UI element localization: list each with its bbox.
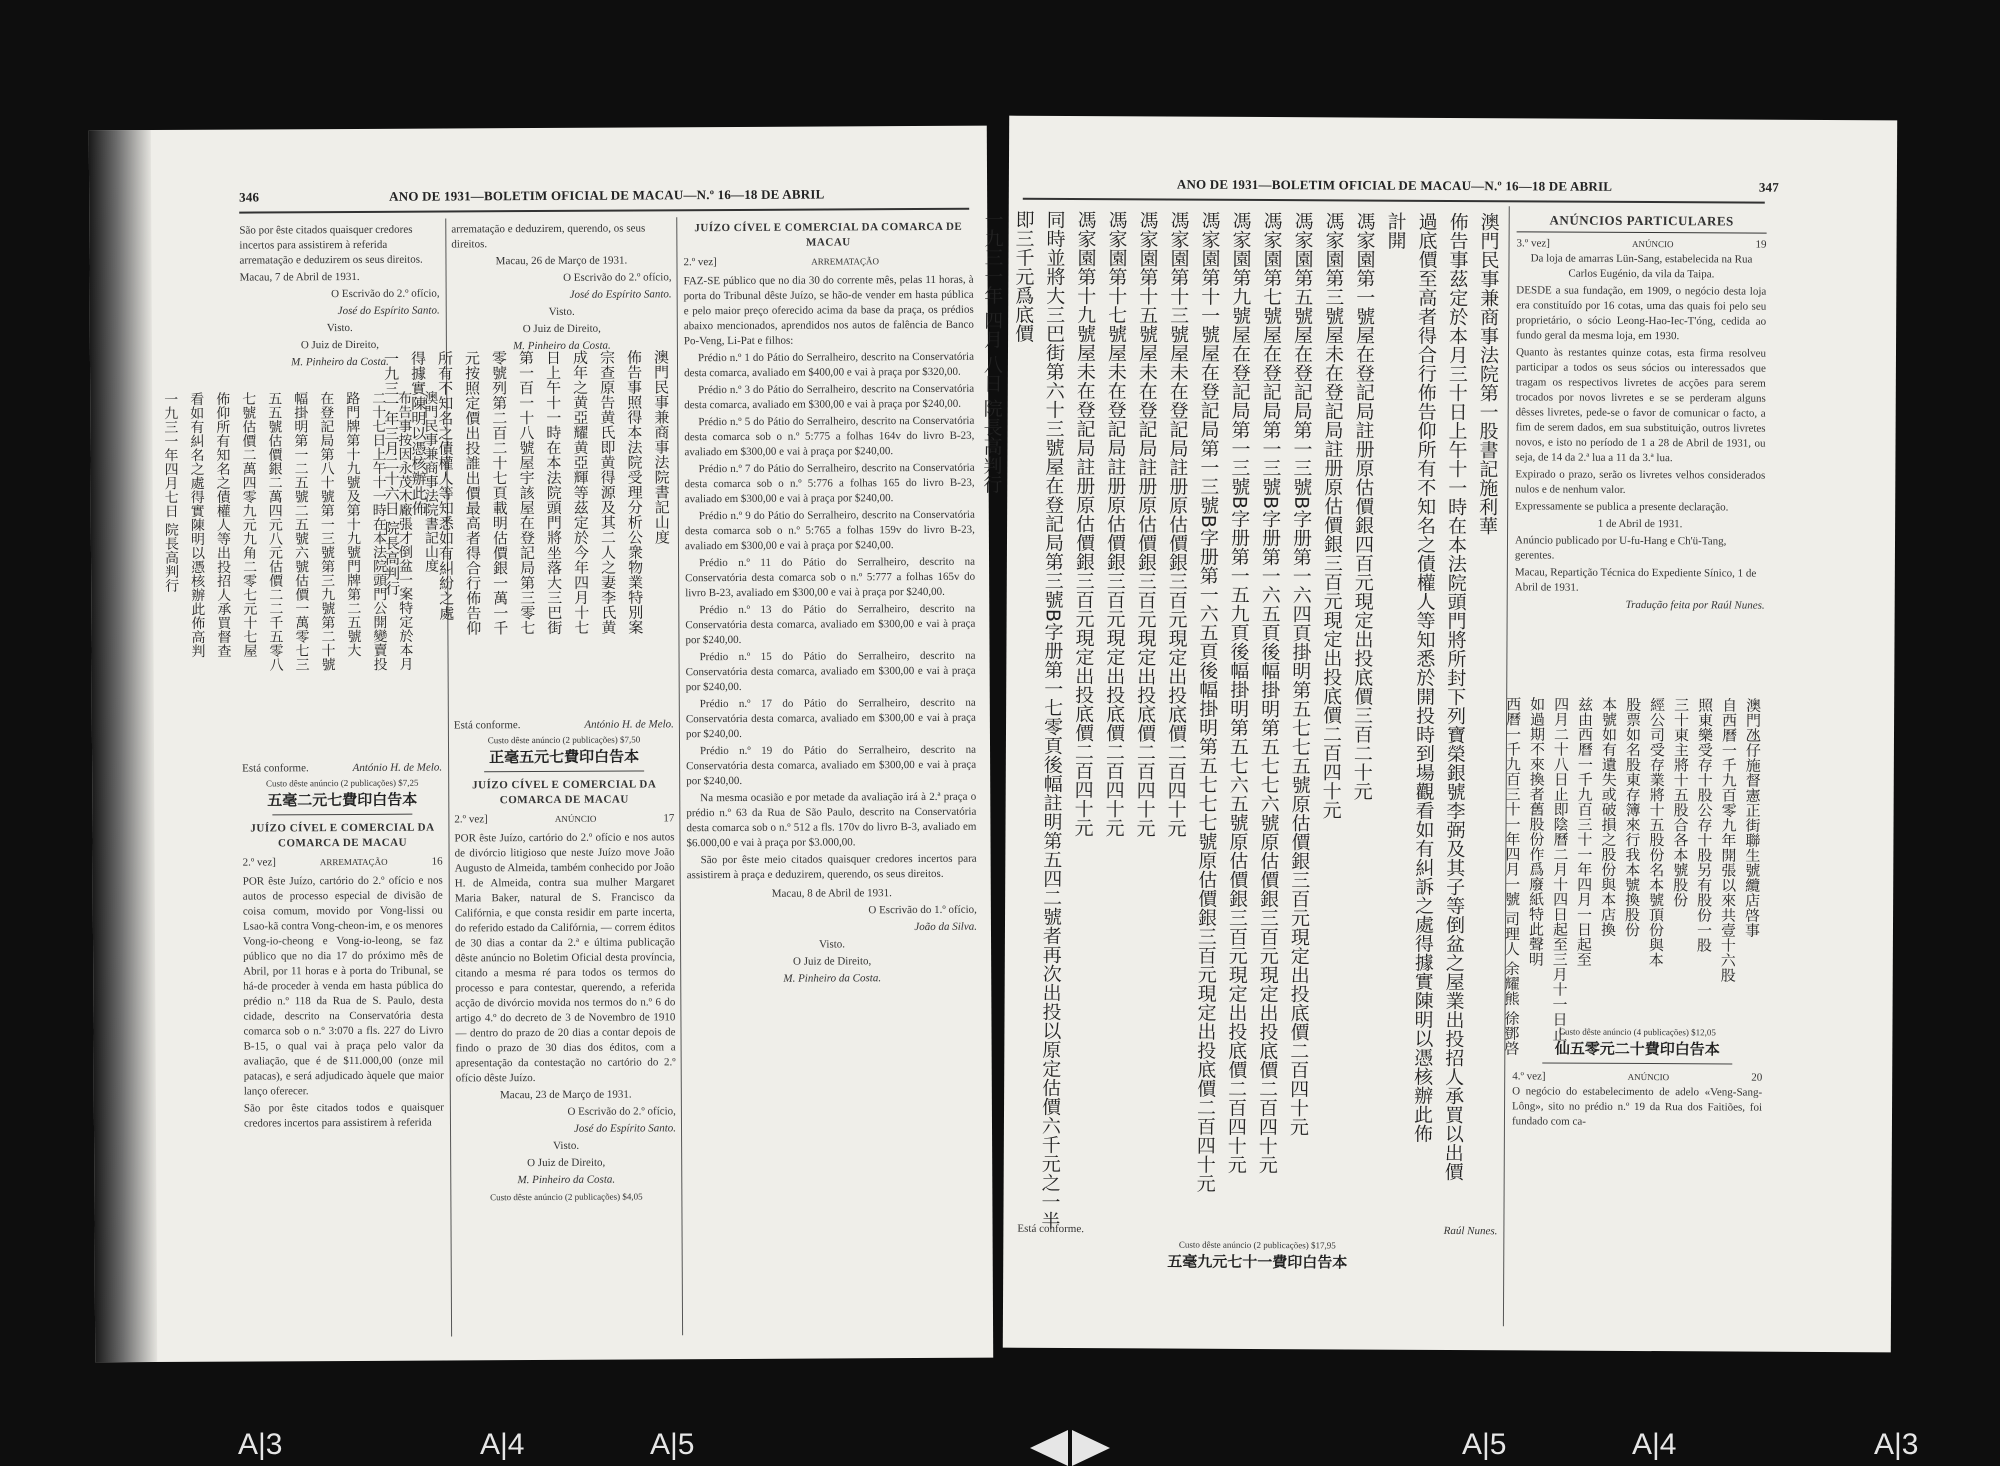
chinese-text-column: 馮家園第七號屋在登記局第一三號B字册第一六五頁後幅掛明第五七七六號原估價銀三百元現定出投底價二百四十元 — [1255, 211, 1283, 1175]
page-number: 347 — [1758, 179, 1780, 195]
chinese-text-column: 五五號估價銀二萬四元八元估價二二千五零八 — [266, 391, 284, 672]
chinese-text-column: 澳門民事兼商事法院書記山度 — [651, 349, 671, 545]
film-rewind-icon — [1030, 1430, 1068, 1466]
chinese-text-column: 如過期不來換者舊股份作爲廢紙特此聲明 — [1526, 696, 1547, 967]
ad-body: Expirado o prazo, serão os livretes velhos considerados nulos e de nenhum valor. — [1515, 468, 1766, 496]
chinese-text-column: 澳門氹仔施督憲正街聯生號纜店啓事 — [1742, 697, 1763, 938]
announcement-cost: Custo dêste anúncio (2 publicações) $7,50 — [487, 734, 641, 746]
clerk-title: O Escrivão do 2.º ofício, — [331, 287, 440, 301]
header-rule — [239, 208, 969, 214]
conform-name: António H. de Melo. — [352, 761, 443, 774]
signer-name: Raúl Nunes. — [1443, 1224, 1498, 1238]
section-divider — [272, 814, 412, 816]
chinese-text-column: 元按照定價出投誰出價最高者得合行佈告仰 — [462, 350, 483, 636]
frame-marker: A|5 — [650, 1428, 695, 1461]
chinese-text-column: 馮家園第十七號屋未在登記局註册原估價銀三百元現定出投底價二百四十元 — [1102, 210, 1128, 838]
notice-number: 17 — [663, 812, 675, 825]
chinese-text-column: 成年之黄亞耀黄亞輝等茲定於今年四月十七 — [570, 349, 591, 635]
property-item: Prédio n.º 11 do Pátio do Serralheiro, descrito na Conservatória desta comarca sob o n.º 5:777 a folhas 165v do livro B-23, avaliado em $300,00 e vai à praça por $240,00. — [685, 555, 976, 600]
property-item: Prédio n.º 17 do Pátio do Serralheiro, descrito na Conservatória desta comarca, avaliado em $300,00 e vai à praça por $240,00. — [685, 696, 976, 741]
title-rule — [1517, 231, 1767, 233]
chinese-text-column: 一九三一年 四月 八日 院長高判行 — [980, 209, 1004, 494]
notice-body: POR êste Juízo, cartório do 2.º ofício e nos autos de divórcio litigioso que neste Juízo move João Augusto de Almeida, também conhecido por João H. de Almeida, contra sua mulher Margaret Maria Baker, natural de S. Francisco da Califórnia, e que consta residir em parte incerta, do referido estado da Califórnia, — correm éditos de 30 dias a contar da 2.ª e última publicação dêste anúncio no Boletim Oficial desta província, citando a mesma ré para todos os termos do processo e para contestar, querendo, a referida acção de divórcio movida nos termos do n.º 6 do artigo 4.º do decreto de 3 de Novembro de 1910 — dentro do prazo de 20 dias a contar depois de findo o prazo de 30 dias dos éditos, com a apresentação da contestação no cartório do 2.º ofício dêste Juízo. — [454, 831, 676, 1085]
chinese-text-column: 得據實陳明以憑核辦此佈 — [408, 350, 428, 516]
chinese-text-column: 馮家園第一號屋在登記局註册原估價銀四百元現定出投底價三百二十元 — [1350, 211, 1376, 801]
notice-kind: ANÚNCIO — [1627, 1071, 1670, 1083]
column-1-footer — [242, 761, 444, 1134]
chinese-text-column: 一九三一年三月二十六日 院長高判行 — [381, 350, 402, 596]
right-page — [980, 116, 1897, 1353]
chinese-text-column: 二十七日上午十一時在本法院頭門公開變賣投 — [370, 390, 388, 671]
column-rule — [676, 217, 683, 1335]
property-list — [684, 350, 977, 884]
section-title: JUÍZO CÍVEL E COMERCIAL DA COMARCA DE MACAU — [472, 778, 657, 807]
visto-label: Visto. — [819, 938, 846, 951]
frame-marker: A|3 — [238, 1428, 283, 1461]
chinese-text-column: 馮家園第十五號屋未在登記局註册原估價銀三百元現定出投底價二百四十元 — [1133, 210, 1159, 838]
property-item: Prédio n.º 3 do Pátio do Serralheiro, descrito na Conservatória desta comarca, avaliado em $300,00 e vai à praça por $240,00. — [684, 382, 975, 412]
announcement-cost-chinese: 五毫九元七十一費印白告本 — [1167, 1252, 1348, 1272]
visto-label: Visto. — [548, 305, 575, 318]
announcement-cost: Custo dêste anúncio (2 publicações) $17,95 — [1178, 1239, 1336, 1251]
chinese-text-column: 幅掛明第一二五號二五號六號估價一萬零七三 — [292, 391, 310, 672]
chinese-text-column: 馮家園第五號屋在登記局第一三號B字册第一六四頁掛明第五七七五號原估價銀三百元現定出投底價二百四十元 — [1286, 211, 1314, 1137]
section-divider — [484, 770, 644, 772]
visto-label: Visto. — [553, 1139, 580, 1152]
chinese-text-column: 三十東主將十五股合各本號股份 — [1671, 697, 1691, 908]
judge-name: M. Pinheiro da Costa. — [783, 972, 882, 985]
chinese-text-column: 看如有糾名之處得實陳明以憑核辦此佈高判 — [188, 391, 206, 658]
chinese-text-column: 照東樂受存十股公存十股另有股份一股 — [1694, 697, 1715, 953]
chinese-text-column: 七號估價二萬四零九元九角二零七元十七屋 — [240, 391, 258, 658]
page-number: 346 — [239, 189, 260, 205]
chinese-text-column: 經公司受存業將十五股份名本號頂份與本 — [1646, 697, 1667, 968]
column-2-footer — [454, 717, 677, 1207]
chinese-text-column: 所有不知名之債權人等知悉如有糾紛之處 — [435, 350, 456, 621]
announcement-cost: Custo dêste anúncio (4 publicações) $12,05 — [1558, 1026, 1716, 1038]
chinese-text-column: 即三千元爲底價 — [1012, 209, 1035, 343]
announcement-cost-chinese: 五毫二元七費印白告本 — [267, 790, 418, 810]
chinese-text-column: 佈告事照得本法院受理分析公衆物業特別案 — [624, 349, 645, 635]
clerk-name: José do Espírito Santo. — [573, 1122, 677, 1135]
translation-note: Tradução feita por Raúl Nunes. — [1625, 598, 1765, 612]
notice-number: 16 — [431, 855, 443, 868]
chinese-text-column: 西曆一千九百三十一年四月一號 司理人 余耀熊 徐鄧啓 — [1502, 696, 1523, 1056]
publication-count: 2.º vez] — [454, 813, 488, 826]
notice-body: POR êste Juízo, cartório do 2.º ofício e nos autos de processo especial de divisão de coisa comum, movido por Vong-lissi ou Lsao-kã contra Vong-cheon-im, e os menores Vong-io-cheong e Vong-io-leong, se faz público que no dia 17 do próximo mês de Abril, por 11 horas e à porta do Tribunal, se há-de proceder à venda em hasta pública do prédio n.º 118 da Rua de S. Paulo, desta cidade, descrito na Conservatória desta comarca sob o n.º 3:070 a fls. 227 do Livro B-15, o qual vai à praça pelo valor da avaliação, que é de $11.000,00 (onze mil patacas), e será adjudicado àquele que maior lanço oferecer. — [242, 874, 444, 1098]
chinese-text-column: 同時並將大三巴街第六十三號屋在登記局第三號B字册第一七零頁後幅註明第五四二號者再次出投以原定估價六千元之一半 — [1038, 209, 1066, 1231]
ad-repartition: Macau, Repartição Técnica do Expediente Sínico, 1 de Abril de 1931. — [1514, 566, 1757, 594]
section-title: JUÍZO CÍVEL E COMERCIAL DA COMARCA DE MACAU — [250, 821, 435, 850]
page-header: ANO DE 1931—BOLETIM OFICIAL DE MACAU—N.º 16—18 DE ABRIL — [389, 186, 825, 204]
clerk-name: João da Silva. — [914, 920, 977, 934]
chinese-text-column: 佈仰所有知名之債權人等出投招人承買督查 — [214, 391, 232, 658]
chinese-text-column: 日上午十一時在本法院頭門將坐落大三巴街 — [543, 349, 564, 635]
page-header: ANO DE 1931—BOLETIM OFICIAL DE MACAU—N.º 16—18 DE ABRIL — [1176, 176, 1613, 194]
citation-text: São por êste citados quaisquer credores incertos para assistirem à referida arrematação e deduzirem os seus direitos. — [239, 223, 423, 267]
clerk-title: O Escrivão do 1.º ofício, — [868, 903, 977, 917]
chinese-text-column: 計開 — [1384, 211, 1407, 250]
property-item: Prédio n.º 1 do Pátio do Serralheiro, descrito na Conservatória desta comarca, avaliado em $400,00 e vai à praça por $320,00. — [684, 350, 975, 380]
notice-number: 19 — [1755, 238, 1767, 251]
ad-body: DESDE a sua fundação, em 1909, o negócio desta loja era constituído por 16 cotas, uma das quais foi pelo seu proprietário, o sócio Leong-Hao-Iec-T'óng, cedida ao fundo geral da mesma loja, em 1930. — [1516, 284, 1767, 343]
property-item: Prédio n.º 13 do Pátio do Serralheiro, descrito na Conservatória desta comarca, avaliado em $300,00 e vai à praça por $240,00. — [685, 602, 976, 647]
notice-date: Macau, 8 de Abril de 1931. — [771, 887, 892, 900]
citation-text: São por êste citados todos e quaisquer credores incertos para assistirem à referida — [243, 1101, 444, 1130]
ad-body: Expressamente se publica a presente declaração. — [1515, 500, 1729, 514]
conform-label: Está conforme. — [242, 762, 309, 775]
chinese-text-column: 第一百一十八號屋宇該屋在登記局第三零七 — [516, 350, 537, 636]
judge-name: M. Pinheiro da Costa. — [517, 1173, 616, 1187]
ad-body: O negócio do estabelecimento de adelo «Veng-Sang-Lông», sito no prédio n.º 19 da Rua dos Faitiões, foi fundado com ca- — [1511, 1085, 1763, 1128]
announcement-cost: Custo dêste anúncio (2 publicações) $7,25 — [265, 777, 419, 789]
publication-count: 2.º vez] — [242, 856, 276, 869]
chinese-text-column: 四月二十八日止即陰曆二月十四日起至三月十一日止 — [1550, 696, 1571, 1042]
section-title: JUÍZO CÍVEL E COMERCIAL DA COMARCA DE MACAU — [694, 220, 963, 249]
chinese-text-column: 馮家園第十九號屋未在登記局註册原估價銀三百元現定出投底價二百四十元 — [1071, 210, 1097, 838]
right-notice-footer — [1017, 1222, 1497, 1272]
notice-date: Macau, 7 de Abril de 1931. — [239, 270, 360, 284]
publication-count: 4.º vez] — [1512, 1070, 1546, 1083]
property-item: Prédio n.º 7 do Pátio do Serralheiro, descrito na Conservatória desta comarca sob o n.º 5:776 a folhas 165 do livro B-23, avaliado em $300,00 e vai à praça por $240,00. — [684, 461, 975, 506]
chinese-text-column: 一九三一年四月七日 院長高判行 — [162, 391, 180, 593]
judge-name: M. Pinheiro da Costa. — [513, 339, 611, 353]
notice-number: 20 — [1751, 1071, 1763, 1084]
chinese-text-column: 佈告事茲定於本月三十日上午十一時在本法院頭門將所封下列寶榮銀號李弼及其子等倒盆之屋業出投招人承買以出價 — [1441, 211, 1469, 1182]
announcement-cost: Custo dêste anúncio (2 publicações) $4,05 — [490, 1191, 643, 1203]
section-divider — [1542, 1062, 1732, 1064]
private-ads-footer — [1512, 1024, 1763, 1132]
citation-text: arrematação e deduzirem, querendo, os seus direitos. — [451, 222, 646, 251]
chinese-text-column: 本號如有遺失或破損之股份與本店換 — [1598, 696, 1619, 937]
ad-body: Quanto às restantes quinze cotas, esta firma resolveu participar a todos os seus sócios ou interessados que tragam os respectivos livretes de acções para serem trocados por novos livretes e se se perderam alguns dêsses livretes, pede-se o favor de comunicar o facto, a fim de serem dados, em sua substituição, outros livretes novos, e isto no período de 1 a 28 de Abril de 1931, ou seja, de 14 da 2.ª lua a 11 da 3.ª lua. — [1515, 346, 1767, 465]
column-2 — [451, 221, 672, 356]
chinese-text-column: 馮家園第三號屋未在登記局註册原估價銀三百元現定出投底價二百四十元 — [1319, 211, 1345, 820]
frame-marker: A|3 — [1874, 1428, 1919, 1461]
ad-intro: Da loja de amarras Lün-Sang, estabelecida na Rua Carlos Eugénio, da vila da Taipa. — [1530, 252, 1753, 281]
clerk-title: O Escrivão do 2.º ofício, — [563, 271, 672, 284]
ad-publisher: Anúncio publicado por U-fu-Hang e Ch'ü-Tang, gerentes. — [1514, 534, 1727, 562]
page-edge-shadow — [89, 130, 157, 1362]
notice-kind: ARREMATAÇÃO — [319, 856, 388, 868]
chinese-text-column: 過底價至高者得合行佈告仰所有不知名之債權人等知悉於開投時到場觀看如有糾訴之處得據實陳明以憑核辦此佈 — [1410, 211, 1438, 1143]
notice-kind: ARREMATAÇÃO — [811, 256, 880, 267]
property-item: Prédio n.º 15 do Pátio do Serralheiro, descrito na Conservatória desta comarca, avaliado em $300,00 e vai à praça por $240,00. — [685, 649, 976, 694]
header-rule — [1023, 198, 1765, 204]
notice-intro: FAZ-SE público que no dia 30 do corrente mês, pelas 11 horas, à porta do Tribunal dêste Juízo, se hão-de vender em hasta pública e pelo maior preço oferecido acima da base da praça, os prédios abaixo mencionados, aprendidos nos autos de falência de Banco Po-Veng, Li-Pat e filhos: — [683, 273, 974, 348]
notice-date: Macau, 26 de Março de 1931. — [495, 254, 628, 268]
judge-name: M. Pinheiro da Costa. — [291, 355, 389, 369]
chinese-text-column: 布告事按因永茂木廠張才倒盆一案特定於本月 — [396, 390, 414, 671]
property-item: Na mesma ocasião e por metade da avaliação irá à 2.ª praça o prédio n.º 63 da Rua de São Paulo, descrito na Conservatória desta comarca sob o n.º 512 a fls. 170v do livro B-3, avaliado em $6.000,00 e vai à praça por $3.000,00. — [686, 790, 977, 850]
chinese-text-column: 宗查原告黄氏即黄得源及其二人之妻李氏黄 — [597, 349, 618, 635]
ad-date: 1 de Abril de 1931. — [1597, 517, 1683, 531]
conform-label: Está conforme. — [1017, 1222, 1085, 1236]
property-item: Prédio n.º 19 do Pátio do Serralheiro, descrito na Conservatória desta comarca, avaliado em $300,00 e vai à praça por $240,00. — [686, 743, 977, 788]
chinese-text-column: 股票如名股東存簿來行我本號換股份 — [1622, 696, 1643, 938]
frame-marker: A|4 — [480, 1428, 525, 1461]
property-item: Prédio n.º 9 do Pátio do Serralheiro, descrito na Conservatória desta comarca sob o n.º 5:765 a folhas 159v do livro B-23, avaliado em $300,00 e vai à praça por $240,00. — [684, 508, 975, 553]
announcement-cost-chinese: 正毫五元七費印白告本 — [489, 747, 640, 767]
chinese-text-column: 澳門民事兼商事法院第一股書記施利華 — [1476, 212, 1500, 536]
notice-kind: ANÚNCIO — [554, 813, 597, 824]
clerk-name: José do Espírito Santo. — [569, 288, 672, 301]
judge-title: O Juiz de Direito, — [522, 322, 601, 336]
publication-count: 2.º vez] — [683, 256, 717, 269]
notice-kind: ANÚNCIO — [1631, 238, 1674, 250]
column-3 — [683, 220, 977, 990]
frame-marker: A|4 — [1632, 1428, 1677, 1461]
conform-label: Está conforme. — [453, 719, 521, 732]
chinese-text-column: 馮家園第十三號屋未在登記局註册原估價銀三百元現定出投底價二百四十元 — [1164, 210, 1190, 838]
property-item: Prédio n.º 5 do Pátio do Serralheiro, descrito na Conservatória desta comarca sob o n.º 5:775 a folhas 164v do livro B-23, avaliado em $300,00 e vai à praça por $240,00. — [684, 414, 975, 459]
chinese-text-column: 兹由西曆一千九百三十一年四月一日起至 — [1574, 696, 1595, 967]
frame-marker: A|5 — [1462, 1428, 1507, 1461]
announcement-cost-chinese: 仙五零元二十費印白告本 — [1554, 1039, 1720, 1059]
visto-label: Visto. — [326, 321, 353, 335]
chinese-text-column: 在登記局第八十號第一三號第三九號第二十號 — [318, 391, 336, 672]
notice-date: Macau, 23 de Março de 1931. — [499, 1088, 632, 1102]
judge-title: O Juiz de Direito, — [527, 1156, 606, 1170]
private-ads-column — [1515, 212, 1767, 615]
clerk-name: José do Espírito Santo. — [337, 304, 440, 318]
property-item: São por êste meio citados quaisquer credores incertos para assistirem à praça e deduzirem, querendo, os seus direitos. — [686, 852, 977, 882]
chinese-text-column: 馮家園第九號屋在登記局第一三號B字册第一五九頁後幅掛明第五七六五號原估價銀三百元現定出投底價二百四十元 — [1224, 210, 1252, 1174]
publication-count: 3.º vez] — [1516, 237, 1550, 250]
conform-name: António H. de Melo. — [584, 718, 674, 731]
clerk-title: O Escrivão do 2.º ofício, — [567, 1105, 676, 1118]
chinese-text-column: 澳門民事兼商事法院書記山度 — [422, 390, 440, 573]
chinese-text-column: 路門牌第十九號及第十九號門牌第二五號大 — [344, 390, 362, 658]
ads-section-title: ANÚNCIOS PARTICULARES — [1549, 212, 1734, 229]
film-forward-icon — [1072, 1430, 1110, 1466]
judge-title: O Juiz de Direito, — [793, 955, 872, 968]
left-page — [89, 126, 993, 1363]
chinese-text-column: 零號列第二百二十七頁載明估價銀一萬一千 — [489, 350, 510, 636]
judge-title: O Juiz de Direito, — [300, 338, 380, 352]
chinese-text-column: 馮家園第十一號屋在登記局第一三號B字册第一六五頁後幅掛明第五七七七號原估價銀三百元現定出投底價二百四十元 — [1193, 210, 1221, 1193]
chinese-text-column: 自西曆一千九百零九年開張以來共壹十六股 — [1718, 697, 1739, 983]
